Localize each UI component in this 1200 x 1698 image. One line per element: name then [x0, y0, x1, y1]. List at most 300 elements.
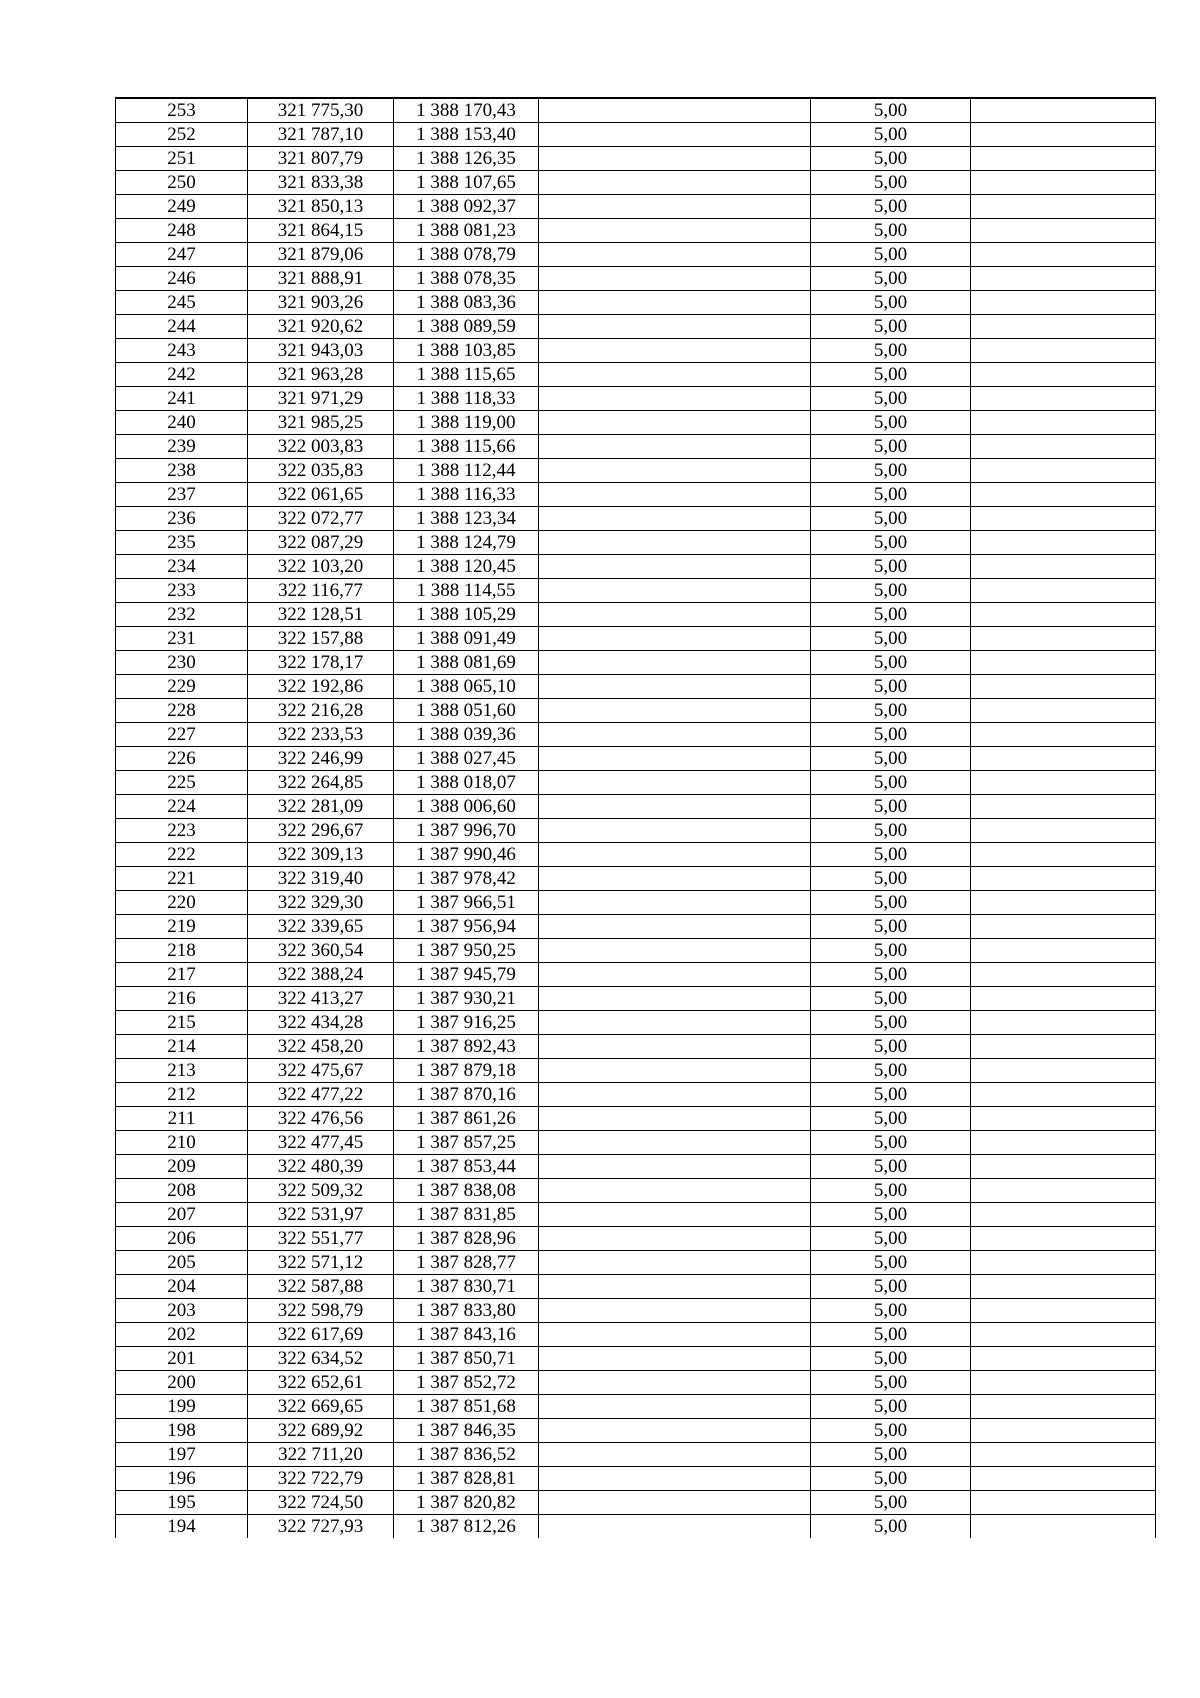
precision-cell: 5,00: [811, 1203, 971, 1227]
precision-cell: 5,00: [811, 1131, 971, 1155]
y-coordinate-cell: 1 387 830,71: [394, 1275, 539, 1299]
note-cell: [971, 435, 1156, 459]
note-cell: [971, 603, 1156, 627]
point-number-cell: 225: [116, 771, 248, 795]
empty-cell: [539, 627, 811, 651]
table-row: [116, 1371, 1156, 1395]
precision-cell: 5,00: [811, 987, 971, 1011]
y-coordinate-cell: 1 388 089,59: [394, 315, 539, 339]
point-number-cell: 210: [116, 1131, 248, 1155]
precision-cell: 5,00: [811, 147, 971, 171]
y-coordinate-cell: 1 388 065,10: [394, 675, 539, 699]
precision-cell: 5,00: [811, 387, 971, 411]
table-row: [116, 339, 1156, 363]
x-coordinate-cell: 322 477,45: [248, 1131, 394, 1155]
x-coordinate-cell: 321 943,03: [248, 339, 394, 363]
precision-cell: 5,00: [811, 243, 971, 267]
table-row: [116, 98, 1156, 123]
table-row: [116, 219, 1156, 243]
note-cell: [971, 1131, 1156, 1155]
point-number-cell: 235: [116, 531, 248, 555]
precision-cell: 5,00: [811, 1155, 971, 1179]
table-row: [116, 987, 1156, 1011]
x-coordinate-cell: 322 598,79: [248, 1299, 394, 1323]
empty-cell: [539, 435, 811, 459]
empty-cell: [539, 1419, 811, 1443]
point-number-cell: 248: [116, 219, 248, 243]
empty-cell: [539, 771, 811, 795]
empty-cell: [539, 651, 811, 675]
point-number-cell: 244: [116, 315, 248, 339]
empty-cell: [539, 963, 811, 987]
precision-cell: 5,00: [811, 1371, 971, 1395]
x-coordinate-cell: 321 903,26: [248, 291, 394, 315]
y-coordinate-cell: 1 388 103,85: [394, 339, 539, 363]
precision-cell: 5,00: [811, 411, 971, 435]
precision-cell: 5,00: [811, 459, 971, 483]
point-number-cell: 216: [116, 987, 248, 1011]
y-coordinate-cell: 1 387 990,46: [394, 843, 539, 867]
table-row: [116, 123, 1156, 147]
point-number-cell: 229: [116, 675, 248, 699]
x-coordinate-cell: 322 072,77: [248, 507, 394, 531]
x-coordinate-cell: 322 360,54: [248, 939, 394, 963]
x-coordinate-cell: 322 531,97: [248, 1203, 394, 1227]
x-coordinate-cell: 322 434,28: [248, 1011, 394, 1035]
y-coordinate-cell: 1 388 118,33: [394, 387, 539, 411]
note-cell: [971, 675, 1156, 699]
y-coordinate-cell: 1 387 828,81: [394, 1467, 539, 1491]
table-row: [116, 771, 1156, 795]
point-number-cell: 208: [116, 1179, 248, 1203]
point-number-cell: 213: [116, 1059, 248, 1083]
x-coordinate-cell: 322 587,88: [248, 1275, 394, 1299]
y-coordinate-cell: 1 387 836,52: [394, 1443, 539, 1467]
note-cell: [971, 1227, 1156, 1251]
table-row: [116, 147, 1156, 171]
point-number-cell: 251: [116, 147, 248, 171]
y-coordinate-cell: 1 387 978,42: [394, 867, 539, 891]
empty-cell: [539, 555, 811, 579]
y-coordinate-cell: 1 388 115,66: [394, 435, 539, 459]
note-cell: [971, 579, 1156, 603]
point-number-cell: 205: [116, 1251, 248, 1275]
x-coordinate-cell: 322 458,20: [248, 1035, 394, 1059]
table-row: [116, 171, 1156, 195]
y-coordinate-cell: 1 388 170,43: [394, 98, 539, 123]
table-row: [116, 843, 1156, 867]
x-coordinate-cell: 322 061,65: [248, 483, 394, 507]
point-number-cell: 200: [116, 1371, 248, 1395]
note-cell: [971, 795, 1156, 819]
empty-cell: [539, 1443, 811, 1467]
x-coordinate-cell: 322 281,09: [248, 795, 394, 819]
x-coordinate-cell: 322 689,92: [248, 1419, 394, 1443]
note-cell: [971, 507, 1156, 531]
point-number-cell: 234: [116, 555, 248, 579]
note-cell: [971, 939, 1156, 963]
x-coordinate-cell: 322 711,20: [248, 1443, 394, 1467]
empty-cell: [539, 507, 811, 531]
y-coordinate-cell: 1 387 861,26: [394, 1107, 539, 1131]
precision-cell: 5,00: [811, 483, 971, 507]
empty-cell: [539, 1059, 811, 1083]
x-coordinate-cell: 322 509,32: [248, 1179, 394, 1203]
table-row: [116, 459, 1156, 483]
point-number-cell: 196: [116, 1467, 248, 1491]
empty-cell: [539, 819, 811, 843]
x-coordinate-cell: 322 413,27: [248, 987, 394, 1011]
precision-cell: 5,00: [811, 843, 971, 867]
point-number-cell: 231: [116, 627, 248, 651]
y-coordinate-cell: 1 388 051,60: [394, 699, 539, 723]
point-number-cell: 221: [116, 867, 248, 891]
point-number-cell: 207: [116, 1203, 248, 1227]
table-row: [116, 1083, 1156, 1107]
precision-cell: 5,00: [811, 291, 971, 315]
point-number-cell: 198: [116, 1419, 248, 1443]
table-row: [116, 1227, 1156, 1251]
y-coordinate-cell: 1 388 081,69: [394, 651, 539, 675]
note-cell: [971, 98, 1156, 123]
precision-cell: 5,00: [811, 939, 971, 963]
point-number-cell: 227: [116, 723, 248, 747]
point-number-cell: 232: [116, 603, 248, 627]
x-coordinate-cell: 321 971,29: [248, 387, 394, 411]
y-coordinate-cell: 1 388 124,79: [394, 531, 539, 555]
note-cell: [971, 147, 1156, 171]
note-cell: [971, 1347, 1156, 1371]
x-coordinate-cell: 322 319,40: [248, 867, 394, 891]
precision-cell: 5,00: [811, 747, 971, 771]
precision-cell: 5,00: [811, 603, 971, 627]
table-row: [116, 195, 1156, 219]
table-row: [116, 1323, 1156, 1347]
precision-cell: 5,00: [811, 1011, 971, 1035]
y-coordinate-cell: 1 388 126,35: [394, 147, 539, 171]
note-cell: [971, 747, 1156, 771]
x-coordinate-cell: 321 963,28: [248, 363, 394, 387]
note-cell: [971, 1179, 1156, 1203]
empty-cell: [539, 387, 811, 411]
empty-cell: [539, 1107, 811, 1131]
empty-cell: [539, 699, 811, 723]
precision-cell: 5,00: [811, 555, 971, 579]
table-row: [116, 939, 1156, 963]
empty-cell: [539, 675, 811, 699]
precision-cell: 5,00: [811, 1035, 971, 1059]
table-row: [116, 483, 1156, 507]
table-row: [116, 387, 1156, 411]
empty-cell: [539, 243, 811, 267]
empty-cell: [539, 195, 811, 219]
precision-cell: 5,00: [811, 819, 971, 843]
table-row: [116, 1011, 1156, 1035]
precision-cell: 5,00: [811, 531, 971, 555]
note-cell: [971, 555, 1156, 579]
x-coordinate-cell: 322 329,30: [248, 891, 394, 915]
y-coordinate-cell: 1 387 956,94: [394, 915, 539, 939]
note-cell: [971, 1371, 1156, 1395]
x-coordinate-cell: 322 617,69: [248, 1323, 394, 1347]
y-coordinate-cell: 1 388 078,35: [394, 267, 539, 291]
y-coordinate-cell: 1 388 027,45: [394, 747, 539, 771]
x-coordinate-cell: 322 476,56: [248, 1107, 394, 1131]
table-row: [116, 243, 1156, 267]
note-cell: [971, 651, 1156, 675]
y-coordinate-cell: 1 387 851,68: [394, 1395, 539, 1419]
empty-cell: [539, 1395, 811, 1419]
note-cell: [971, 891, 1156, 915]
note-cell: [971, 1299, 1156, 1323]
note-cell: [971, 1395, 1156, 1419]
precision-cell: 5,00: [811, 1107, 971, 1131]
x-coordinate-cell: 322 480,39: [248, 1155, 394, 1179]
precision-cell: 5,00: [811, 867, 971, 891]
empty-cell: [539, 747, 811, 771]
x-coordinate-cell: 322 727,93: [248, 1515, 394, 1539]
empty-cell: [539, 723, 811, 747]
y-coordinate-cell: 1 388 083,36: [394, 291, 539, 315]
precision-cell: 5,00: [811, 315, 971, 339]
table-row: [116, 1347, 1156, 1371]
y-coordinate-cell: 1 387 838,08: [394, 1179, 539, 1203]
y-coordinate-cell: 1 387 846,35: [394, 1419, 539, 1443]
empty-cell: [539, 483, 811, 507]
table-row: [116, 1491, 1156, 1515]
note-cell: [971, 1083, 1156, 1107]
precision-cell: 5,00: [811, 1419, 971, 1443]
y-coordinate-cell: 1 387 828,96: [394, 1227, 539, 1251]
note-cell: [971, 867, 1156, 891]
empty-cell: [539, 1491, 811, 1515]
table-row: [116, 1155, 1156, 1179]
table-row: [116, 291, 1156, 315]
precision-cell: 5,00: [811, 795, 971, 819]
point-number-cell: 240: [116, 411, 248, 435]
note-cell: [971, 291, 1156, 315]
empty-cell: [539, 1179, 811, 1203]
precision-cell: 5,00: [811, 1347, 971, 1371]
empty-cell: [539, 1011, 811, 1035]
note-cell: [971, 1467, 1156, 1491]
precision-cell: 5,00: [811, 1443, 971, 1467]
y-coordinate-cell: 1 388 018,07: [394, 771, 539, 795]
y-coordinate-cell: 1 387 820,82: [394, 1491, 539, 1515]
note-cell: [971, 723, 1156, 747]
y-coordinate-cell: 1 387 996,70: [394, 819, 539, 843]
note-cell: [971, 195, 1156, 219]
x-coordinate-cell: 322 309,13: [248, 843, 394, 867]
empty-cell: [539, 123, 811, 147]
note-cell: [971, 1035, 1156, 1059]
x-coordinate-cell: 322 652,61: [248, 1371, 394, 1395]
empty-cell: [539, 987, 811, 1011]
empty-cell: [539, 363, 811, 387]
note-cell: [971, 963, 1156, 987]
empty-cell: [539, 1203, 811, 1227]
x-coordinate-cell: 322 264,85: [248, 771, 394, 795]
x-coordinate-cell: 322 128,51: [248, 603, 394, 627]
x-coordinate-cell: 321 807,79: [248, 147, 394, 171]
y-coordinate-cell: 1 387 828,77: [394, 1251, 539, 1275]
point-number-cell: 252: [116, 123, 248, 147]
note-cell: [971, 531, 1156, 555]
y-coordinate-cell: 1 388 123,34: [394, 507, 539, 531]
point-number-cell: 214: [116, 1035, 248, 1059]
note-cell: [971, 915, 1156, 939]
note-cell: [971, 627, 1156, 651]
x-coordinate-cell: 321 850,13: [248, 195, 394, 219]
precision-cell: 5,00: [811, 891, 971, 915]
precision-cell: 5,00: [811, 651, 971, 675]
empty-cell: [539, 1227, 811, 1251]
empty-cell: [539, 1251, 811, 1275]
note-cell: [971, 771, 1156, 795]
y-coordinate-cell: 1 387 843,16: [394, 1323, 539, 1347]
precision-cell: 5,00: [811, 363, 971, 387]
x-coordinate-cell: 322 103,20: [248, 555, 394, 579]
point-number-cell: 202: [116, 1323, 248, 1347]
table-row: [116, 1179, 1156, 1203]
point-number-cell: 218: [116, 939, 248, 963]
x-coordinate-cell: 322 722,79: [248, 1467, 394, 1491]
note-cell: [971, 411, 1156, 435]
table-row: [116, 795, 1156, 819]
table-row: [116, 1299, 1156, 1323]
table-row: [116, 627, 1156, 651]
x-coordinate-cell: 322 669,65: [248, 1395, 394, 1419]
table-row: [116, 819, 1156, 843]
x-coordinate-cell: 322 634,52: [248, 1347, 394, 1371]
empty-cell: [539, 147, 811, 171]
table-row: [116, 555, 1156, 579]
y-coordinate-cell: 1 388 120,45: [394, 555, 539, 579]
precision-cell: 5,00: [811, 1491, 971, 1515]
precision-cell: 5,00: [811, 675, 971, 699]
empty-cell: [539, 915, 811, 939]
coordinates-table-body: [116, 98, 1156, 1538]
table-row: [116, 579, 1156, 603]
y-coordinate-cell: 1 387 916,25: [394, 1011, 539, 1035]
note-cell: [971, 459, 1156, 483]
empty-cell: [539, 1323, 811, 1347]
note-cell: [971, 1275, 1156, 1299]
table-row: [116, 1395, 1156, 1419]
note-cell: [971, 1203, 1156, 1227]
y-coordinate-cell: 1 388 091,49: [394, 627, 539, 651]
x-coordinate-cell: 322 157,88: [248, 627, 394, 651]
table-row: [116, 603, 1156, 627]
y-coordinate-cell: 1 387 831,85: [394, 1203, 539, 1227]
point-number-cell: 206: [116, 1227, 248, 1251]
table-row: [116, 1419, 1156, 1443]
point-number-cell: 226: [116, 747, 248, 771]
y-coordinate-cell: 1 387 812,26: [394, 1515, 539, 1539]
document-page: [115, 97, 1155, 1538]
note-cell: [971, 843, 1156, 867]
x-coordinate-cell: 322 475,67: [248, 1059, 394, 1083]
empty-cell: [539, 1155, 811, 1179]
note-cell: [971, 315, 1156, 339]
x-coordinate-cell: 322 003,83: [248, 435, 394, 459]
empty-cell: [539, 939, 811, 963]
precision-cell: 5,00: [811, 699, 971, 723]
precision-cell: 5,00: [811, 627, 971, 651]
y-coordinate-cell: 1 387 930,21: [394, 987, 539, 1011]
precision-cell: 5,00: [811, 723, 971, 747]
y-coordinate-cell: 1 387 857,25: [394, 1131, 539, 1155]
x-coordinate-cell: 322 724,50: [248, 1491, 394, 1515]
note-cell: [971, 699, 1156, 723]
point-number-cell: 223: [116, 819, 248, 843]
empty-cell: [539, 891, 811, 915]
point-number-cell: 197: [116, 1443, 248, 1467]
precision-cell: 5,00: [811, 1227, 971, 1251]
point-number-cell: 249: [116, 195, 248, 219]
x-coordinate-cell: 322 388,24: [248, 963, 394, 987]
table-row: [116, 867, 1156, 891]
precision-cell: 5,00: [811, 1299, 971, 1323]
x-coordinate-cell: 322 551,77: [248, 1227, 394, 1251]
note-cell: [971, 1419, 1156, 1443]
precision-cell: 5,00: [811, 98, 971, 123]
x-coordinate-cell: 321 888,91: [248, 267, 394, 291]
note-cell: [971, 1011, 1156, 1035]
table-row: [116, 747, 1156, 771]
x-coordinate-cell: 322 116,77: [248, 579, 394, 603]
precision-cell: 5,00: [811, 195, 971, 219]
x-coordinate-cell: 321 985,25: [248, 411, 394, 435]
empty-cell: [539, 267, 811, 291]
y-coordinate-cell: 1 387 966,51: [394, 891, 539, 915]
empty-cell: [539, 867, 811, 891]
x-coordinate-cell: 322 216,28: [248, 699, 394, 723]
point-number-cell: 236: [116, 507, 248, 531]
table-row: [116, 531, 1156, 555]
table-row: [116, 363, 1156, 387]
table-row: [116, 1035, 1156, 1059]
y-coordinate-cell: 1 387 852,72: [394, 1371, 539, 1395]
point-number-cell: 211: [116, 1107, 248, 1131]
empty-cell: [539, 1299, 811, 1323]
precision-cell: 5,00: [811, 171, 971, 195]
y-coordinate-cell: 1 387 879,18: [394, 1059, 539, 1083]
point-number-cell: 215: [116, 1011, 248, 1035]
point-number-cell: 242: [116, 363, 248, 387]
y-coordinate-cell: 1 387 853,44: [394, 1155, 539, 1179]
x-coordinate-cell: 321 864,15: [248, 219, 394, 243]
point-number-cell: 239: [116, 435, 248, 459]
x-coordinate-cell: 322 035,83: [248, 459, 394, 483]
empty-cell: [539, 1275, 811, 1299]
note-cell: [971, 1323, 1156, 1347]
point-number-cell: 253: [116, 98, 248, 123]
note-cell: [971, 1491, 1156, 1515]
empty-cell: [539, 291, 811, 315]
empty-cell: [539, 1515, 811, 1539]
point-number-cell: 247: [116, 243, 248, 267]
empty-cell: [539, 531, 811, 555]
point-number-cell: 238: [116, 459, 248, 483]
empty-cell: [539, 579, 811, 603]
precision-cell: 5,00: [811, 1395, 971, 1419]
empty-cell: [539, 1347, 811, 1371]
precision-cell: 5,00: [811, 1515, 971, 1539]
y-coordinate-cell: 1 388 116,33: [394, 483, 539, 507]
table-row: [116, 1443, 1156, 1467]
x-coordinate-cell: 322 477,22: [248, 1083, 394, 1107]
